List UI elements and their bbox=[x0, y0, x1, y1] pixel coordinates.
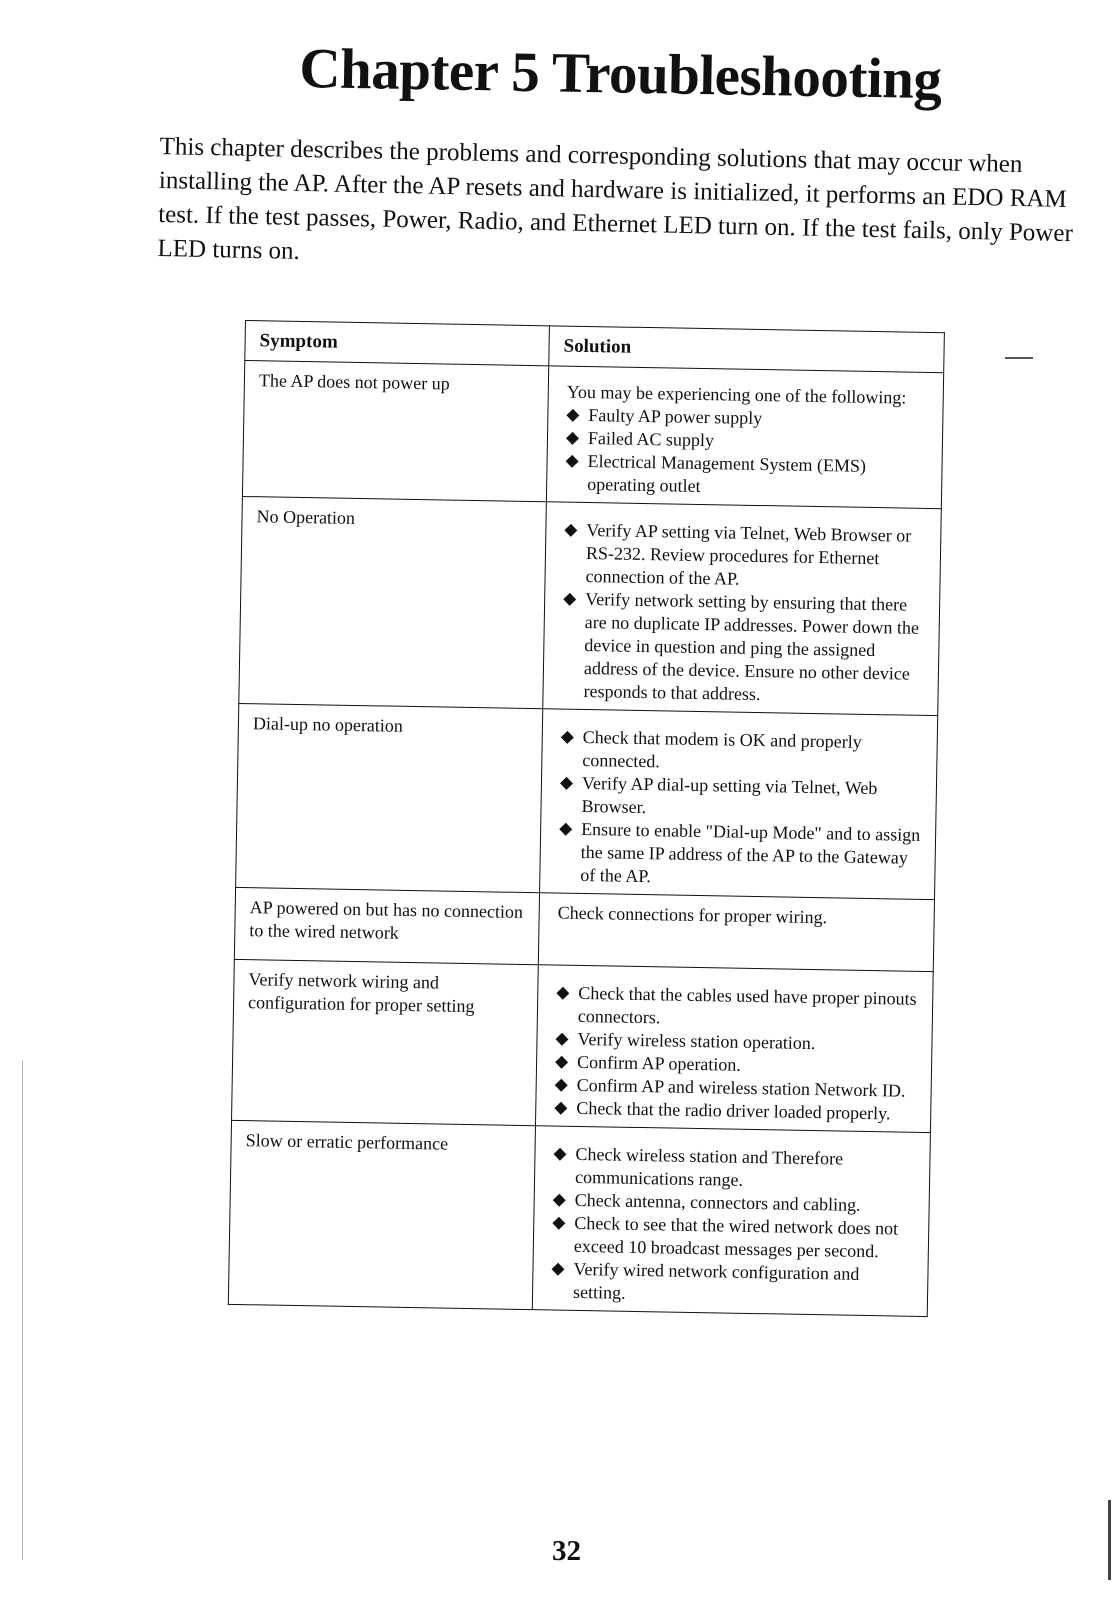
troubleshooting-table bbox=[228, 320, 945, 1317]
solution-cell bbox=[543, 502, 942, 716]
symptom-cell: No Operation bbox=[239, 496, 547, 708]
intro-text: This chapter describes the problems and corresponding solutions that may occur when installing the AP. After the AP resets and hardware is initialized, it performs an EDO RAM test. If the test passes, Power, Radio, and Ethernet LED turn on. If the test fails, only Power LED turns on. bbox=[157, 132, 1074, 265]
solution-bullet: ◆ Check to see that the wired network does not exceed 10 broadcast messages per second. bbox=[552, 1212, 915, 1264]
solution-bullet-list bbox=[558, 726, 923, 893]
symptom-column-header: Symptom bbox=[245, 321, 550, 366]
solution-bullet-list bbox=[551, 1143, 916, 1310]
symptom-cell: Verify network wiring and configuration for proper setting bbox=[232, 959, 539, 1125]
solution-bullet: ◆ Check that the radio driver loaded properly. bbox=[554, 1097, 916, 1126]
solution-cell: Check connections for proper wiring. bbox=[538, 893, 934, 972]
solution-bullet: ◆ Faulty AP power supply bbox=[566, 404, 928, 433]
solution-bullet: ◆ Failed AC supply bbox=[566, 427, 928, 456]
solution-column-header: Solution bbox=[549, 326, 945, 373]
solution-bullet: ◆ Verify wired network configuration and setting. bbox=[551, 1257, 914, 1309]
intro-paragraph bbox=[157, 130, 1080, 285]
solution-bullet: ◆ Check wireless station and Therefore communications range. bbox=[553, 1143, 916, 1195]
solution-cell bbox=[535, 965, 933, 1133]
table-row bbox=[242, 361, 943, 509]
solution-cell bbox=[540, 709, 938, 900]
symptom-cell: Dial-up no operation bbox=[236, 703, 543, 892]
table-row bbox=[234, 887, 934, 971]
solution-cell bbox=[532, 1126, 930, 1317]
scan-edge-mark bbox=[1108, 1500, 1111, 1580]
table-row bbox=[239, 496, 942, 715]
page-number: 32 bbox=[552, 1535, 581, 1567]
table-row bbox=[232, 959, 934, 1132]
solution-bullet: ◆ Check that the cables used have proper pinouts connectors. bbox=[556, 982, 919, 1034]
troubleshooting-table-container bbox=[228, 320, 945, 1317]
table-row bbox=[228, 1120, 930, 1316]
solution-bullet: ◆ Confirm AP and wireless station Network ID. bbox=[554, 1074, 916, 1103]
scan-edge-mark bbox=[22, 1060, 23, 1560]
solution-bullet: ◆ Verify network setting by ensuring that there are no duplicate IP addresses. Power down the device in question and ping the assigned address of the device. Ensure no other device responds to that address. bbox=[561, 588, 925, 709]
solution-bullet: ◆ Check that modem is OK and properly connected. bbox=[560, 726, 923, 778]
solution-lead-text: You may be experiencing one of the following: bbox=[566, 381, 907, 408]
scan-edge-mark bbox=[1005, 357, 1033, 359]
solution-bullet: ◆ Verify wireless station operation. bbox=[555, 1028, 917, 1057]
symptom-cell: AP powered on but has no connection to the wired network bbox=[234, 887, 539, 964]
symptom-cell: The AP does not power up bbox=[242, 361, 548, 502]
solution-bullet-list bbox=[561, 519, 926, 709]
solution-bullet-list bbox=[554, 982, 918, 1126]
solution-bullet-list bbox=[565, 404, 929, 502]
solution-cell bbox=[546, 366, 943, 509]
solution-bullet: ◆ Electrical Management System (EMS) operating outlet bbox=[565, 450, 928, 502]
table-row bbox=[236, 703, 938, 899]
solution-bullet: ◆ Verify AP setting via Telnet, Web Browser or RS-232. Review procedures for Ethernet connection of the AP. bbox=[563, 519, 926, 594]
solution-bullet: ◆ Ensure to enable "Dial-up Mode" and to assign the same IP address of the AP to the Gateway of the AP. bbox=[558, 818, 921, 893]
symptom-cell: Slow or erratic performance bbox=[228, 1120, 535, 1309]
page-title: Chapter 5 Troubleshooting bbox=[298, 36, 942, 112]
solution-bullet: ◆ Verify AP dial-up setting via Telnet, Web Browser. bbox=[559, 772, 922, 824]
solution-bullet: ◆ Confirm AP operation. bbox=[555, 1051, 917, 1080]
solution-bullet: ◆ Check antenna, connectors and cabling. bbox=[552, 1189, 914, 1218]
